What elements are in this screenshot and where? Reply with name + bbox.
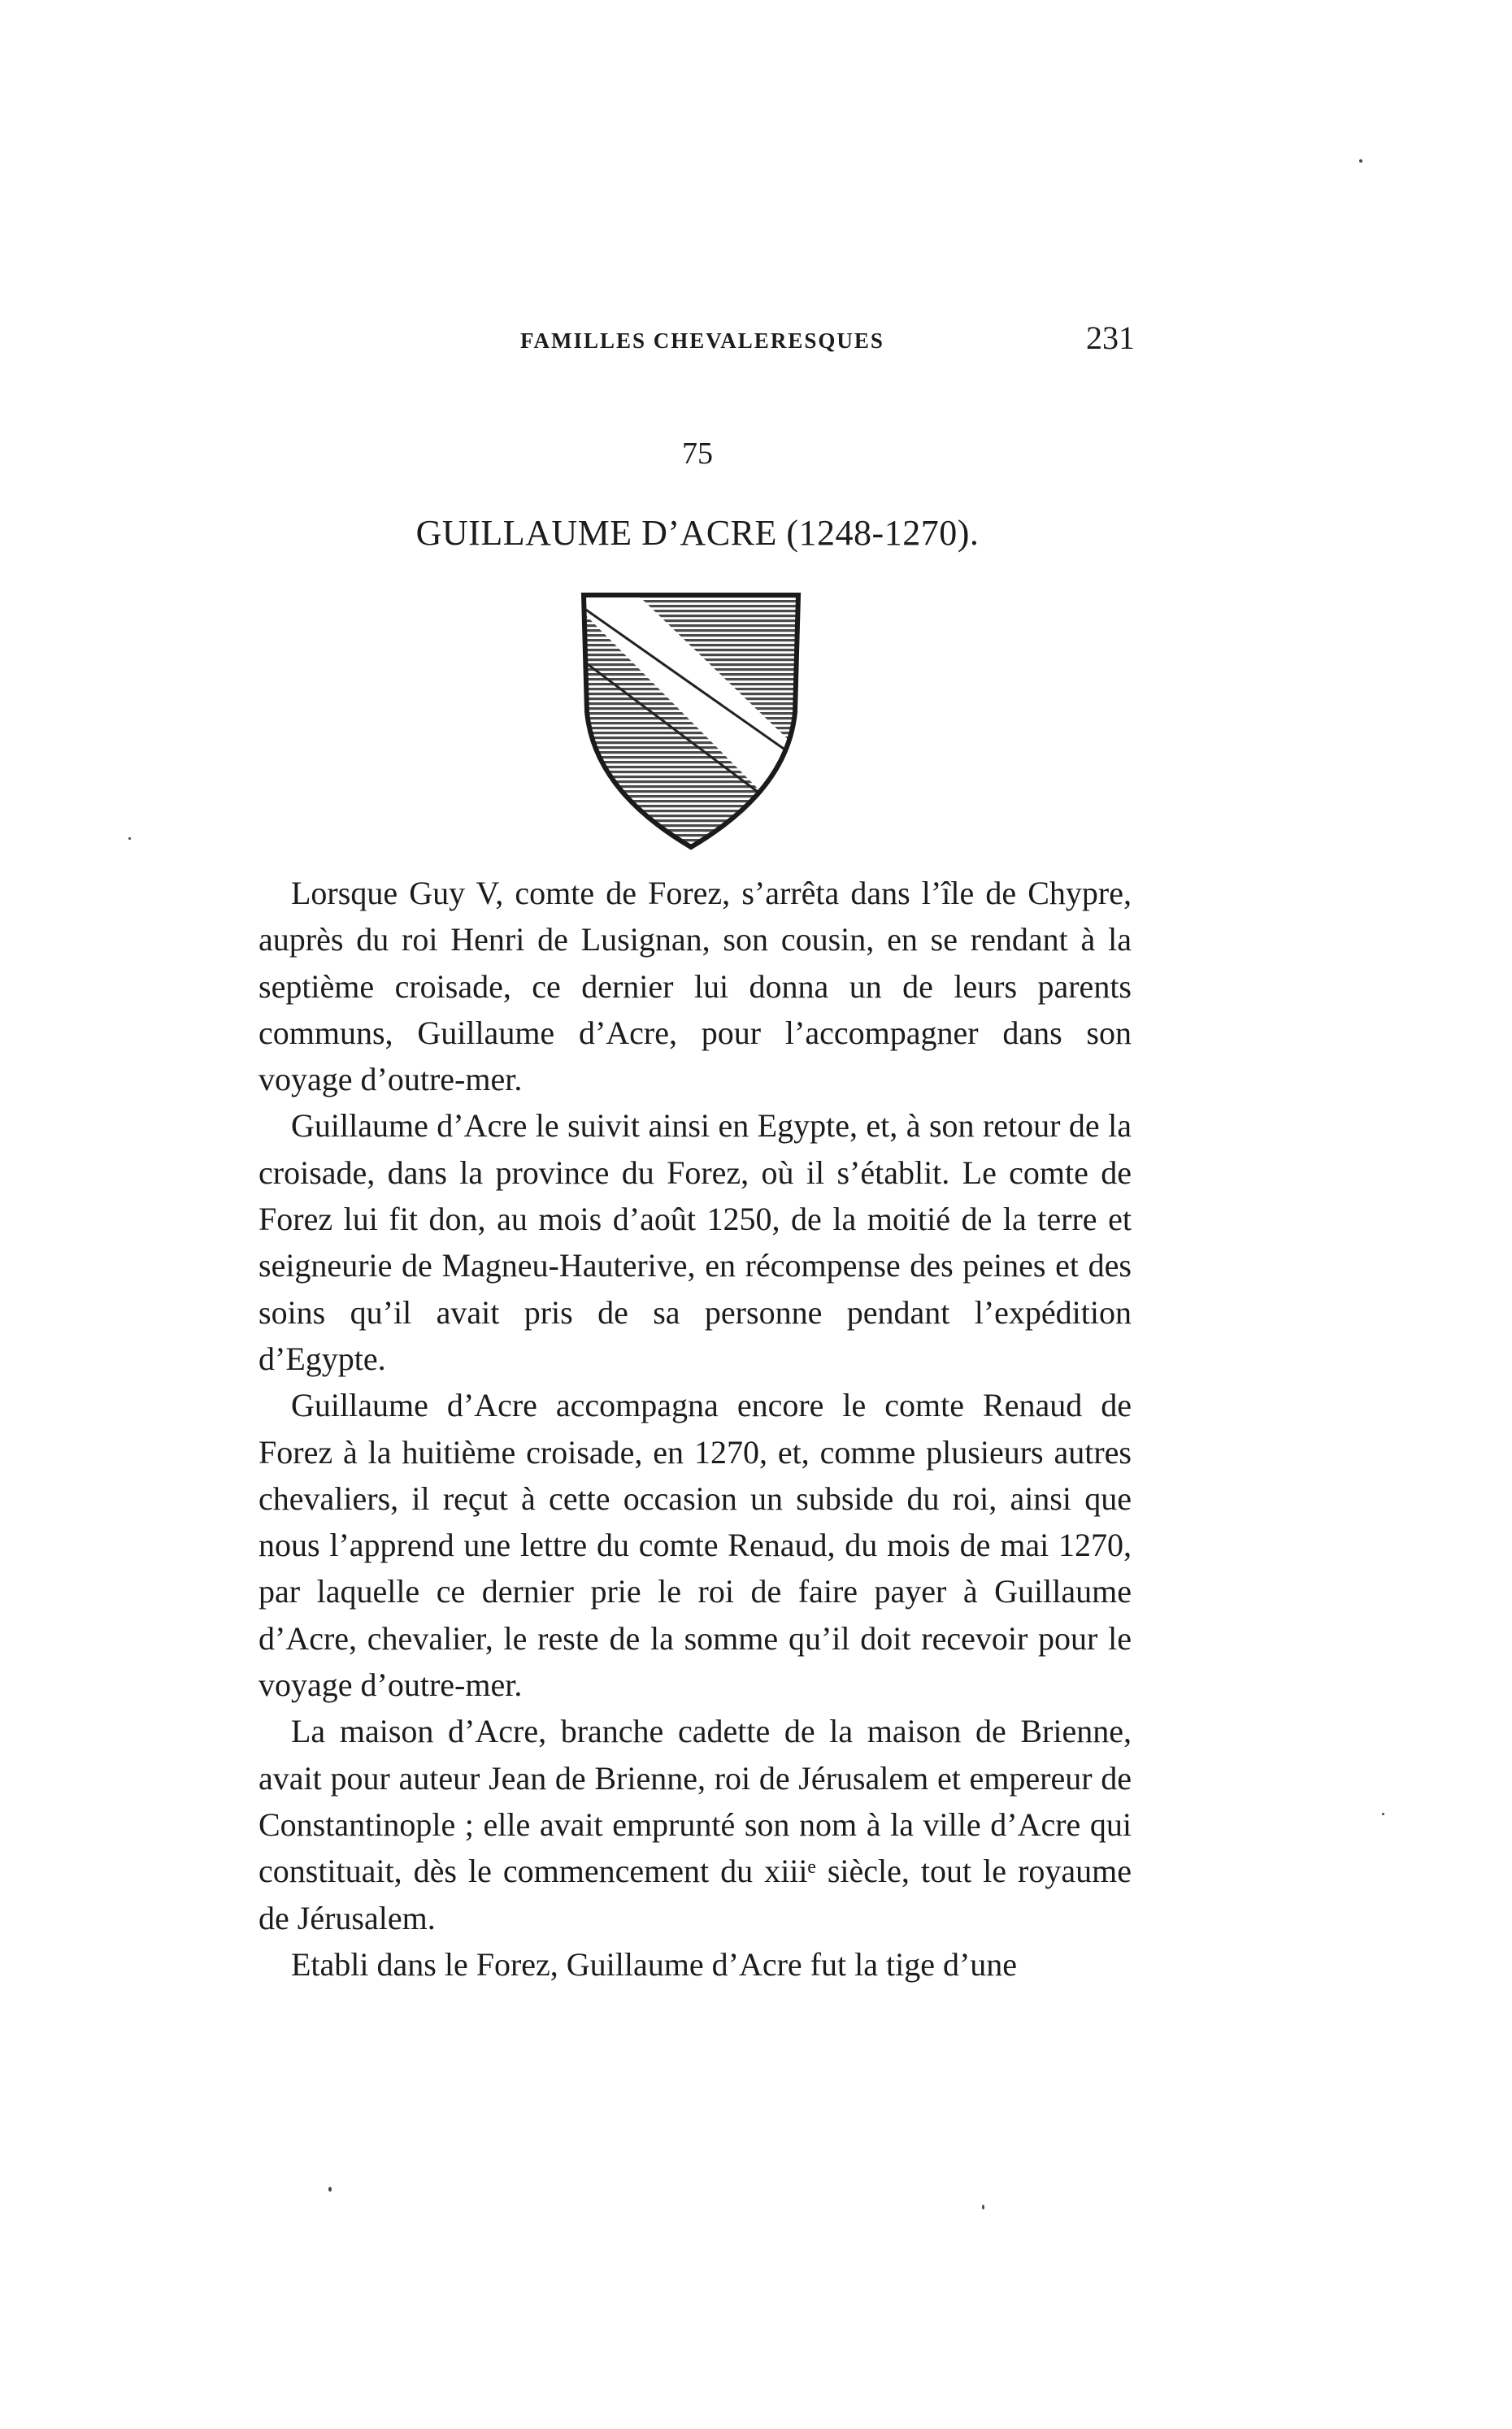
paragraph: Guillaume d’Acre accompagna encore le comte Renaud de Forez à la huitième croisade, en 1270, et, comme plusieurs autres chevaliers, il reçut à cette occasion un subside du roi, ainsi que nous l’apprend une lettre du comte Renaud, du mois de mai 1270, par laquelle ce dernier prie le roi de faire payer à Guillaume d’Acre, chevalier, le reste de la somme qu’il doit recevoir pour le voyage d’outre-mer. xyxy=(259,1387,1132,1704)
scan-speck xyxy=(128,837,131,840)
paragraph: Lorsque Guy V, comte de Forez, s’arrêta dans l’île de Chypre, auprès du roi Henri de Lusignan, son cousin, en se rendant à la septième croisade, ce dernier lui donna un de leurs parents communs, Guillaume d’Acre, pour l’accompagner dans son voyage d’outre-mer. xyxy=(259,875,1132,1098)
scan-speck xyxy=(1382,1813,1384,1815)
body-text xyxy=(259,870,1132,1988)
scan-speck xyxy=(328,2187,332,2192)
paragraph: La maison d’Acre, branche cadette de la maison de Brienne, avait pour auteur Jean de Brienne, roi de Jérusalem et empereur de Constantinople ; elle avait emprunté son nom à la ville d’Acre qui constituait, dès le commencement du xiiiᵉ siècle, tout le royaume de Jérusalem. xyxy=(259,1713,1132,1936)
entry-title: GUILLAUME D’ACRE (1248-1270). xyxy=(415,513,980,553)
paragraph: Guillaume d’Acre le suivit ainsi en Egypte, et, à son retour de la croisade, dans la province du Forez, où il s’établit. Le comte de Forez lui fit don, au mois d’août 1250, de la moitié de la terre et seigneurie de Magneu-Hauterive, en récompense des peines et des soins qu’il avait pris de sa personne pendant l’expédition d’Egypte. xyxy=(259,1107,1132,1377)
scan-speck xyxy=(1359,159,1362,163)
paragraph: Etabli dans le Forez, Guillaume d’Acre fut la tige d’une xyxy=(291,1945,1018,1983)
heraldic-shield-bend-icon xyxy=(576,590,806,852)
entry-number: 75 xyxy=(682,437,713,471)
scan-speck xyxy=(982,2205,984,2210)
running-title: FAMILLES CHEVALERESQUES xyxy=(520,328,884,353)
page-number: 231 xyxy=(1086,319,1135,356)
